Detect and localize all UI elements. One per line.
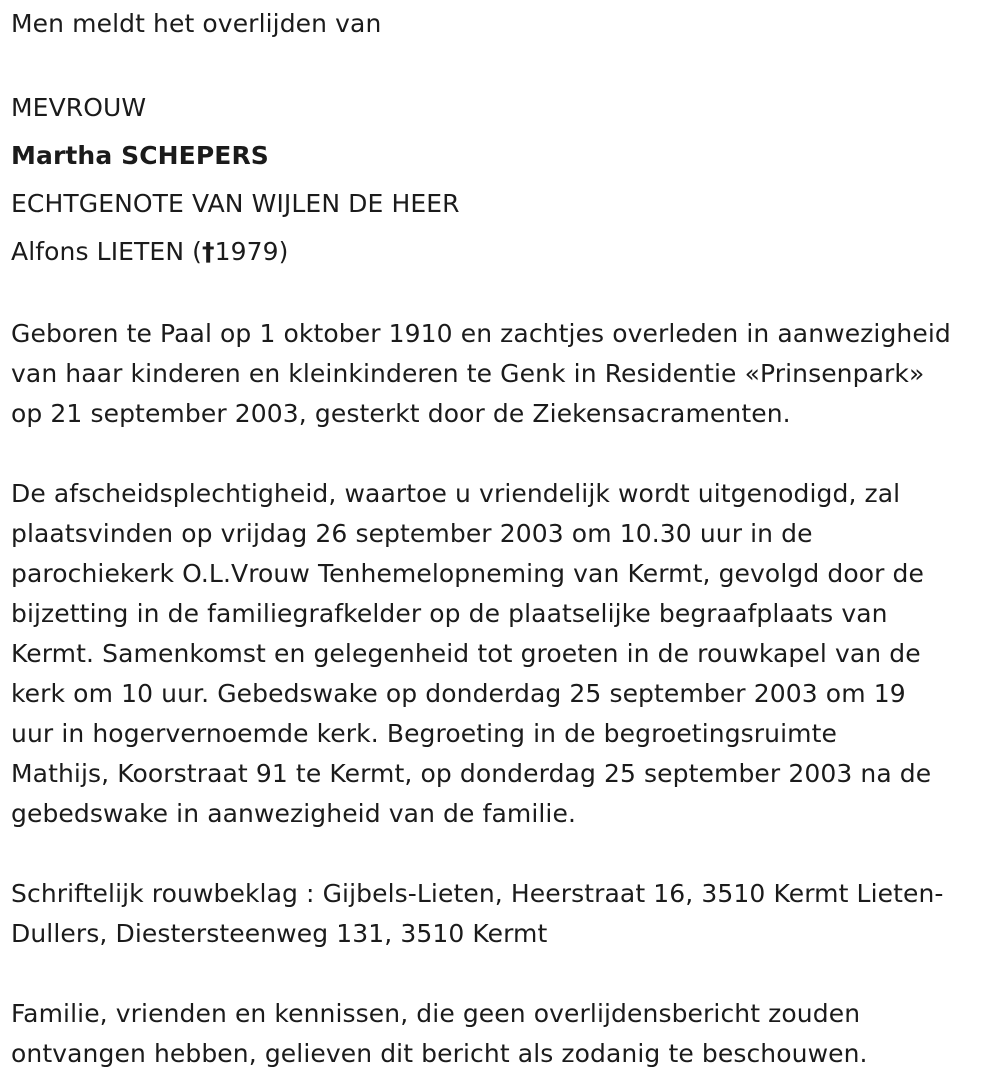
spacer xyxy=(11,434,993,474)
spacer xyxy=(11,834,993,874)
spouse-name xyxy=(11,232,993,272)
paragraph-line: Familie, vrienden en kennissen, die geen overlijdensbericht zouden xyxy=(11,999,861,1028)
title-text: MEVROUW xyxy=(11,93,147,122)
paragraph-line: ontvangen hebben, gelieven dit bericht als zodanig te beschouwen. xyxy=(11,1039,868,1068)
paragraph-line: uur in hogervernoemde kerk. Begroeting in de begroetingsruimte xyxy=(11,719,837,748)
paragraph-line: Kermt. Samenkomst en gelegenheid tot groeten in de rouwkapel van de xyxy=(11,639,921,668)
death-notice xyxy=(11,0,993,1074)
paragraph-line: plaatsvinden op vrijdag 26 september 2003 om 10.30 uur in de xyxy=(11,519,813,548)
spacer xyxy=(11,272,993,312)
spouse-label: ECHTGENOTE VAN WIJLEN DE HEER xyxy=(11,189,460,218)
paragraph-line: Geboren te Paal op 1 oktober 1910 en zachtjes overleden in aanwezigheid xyxy=(11,319,951,348)
paragraph-line: De afscheidsplechtigheid, waartoe u vriendelijk wordt uitgenodigd, zal xyxy=(11,479,901,508)
deceased-name: Martha SCHEPERS xyxy=(11,141,269,170)
paragraph-line: bijzetting in de familiegrafkelder op de plaatselijke begraafplaats van xyxy=(11,599,888,628)
paragraph-line: Mathijs, Koorstraat 91 te Kermt, op donderdag 25 september 2003 na de xyxy=(11,759,932,788)
spacer xyxy=(11,954,993,994)
paragraph-line: gebedswake in aanwezigheid van de familie. xyxy=(11,799,576,828)
paragraph-line: kerk om 10 uur. Gebedswake op donderdag 25 september 2003 om 19 xyxy=(11,679,906,708)
intro-text: Men meldt het overlijden van xyxy=(11,9,382,38)
birth-death-paragraph xyxy=(11,314,993,434)
paragraph-line: Schriftelijk rouwbeklag : Gijbels-Lieten, Heerstraat 16, 3510 Kermt Lieten- xyxy=(11,879,944,908)
paragraph-line: Dullers, Diestersteenweg 131, 3510 Kermt xyxy=(11,919,548,948)
cross-icon: † xyxy=(202,237,215,266)
paragraph-line: parochiekerk O.L.Vrouw Tenhemelopneming van Kermt, gevolgd door de xyxy=(11,559,924,588)
ceremony-paragraph xyxy=(11,474,993,834)
spacer xyxy=(11,44,993,84)
spouse-death-year: 1979) xyxy=(214,237,289,266)
paragraph-line: van haar kinderen en kleinkinderen te Genk in Residentie «Prinsenpark» xyxy=(11,359,925,388)
spouse-name-prefix: Alfons LIETEN ( xyxy=(11,237,203,266)
paragraph-line: op 21 september 2003, gesterkt door de Ziekensacramenten. xyxy=(11,399,791,428)
closing-paragraph xyxy=(11,994,993,1074)
condolences-paragraph xyxy=(11,874,993,954)
